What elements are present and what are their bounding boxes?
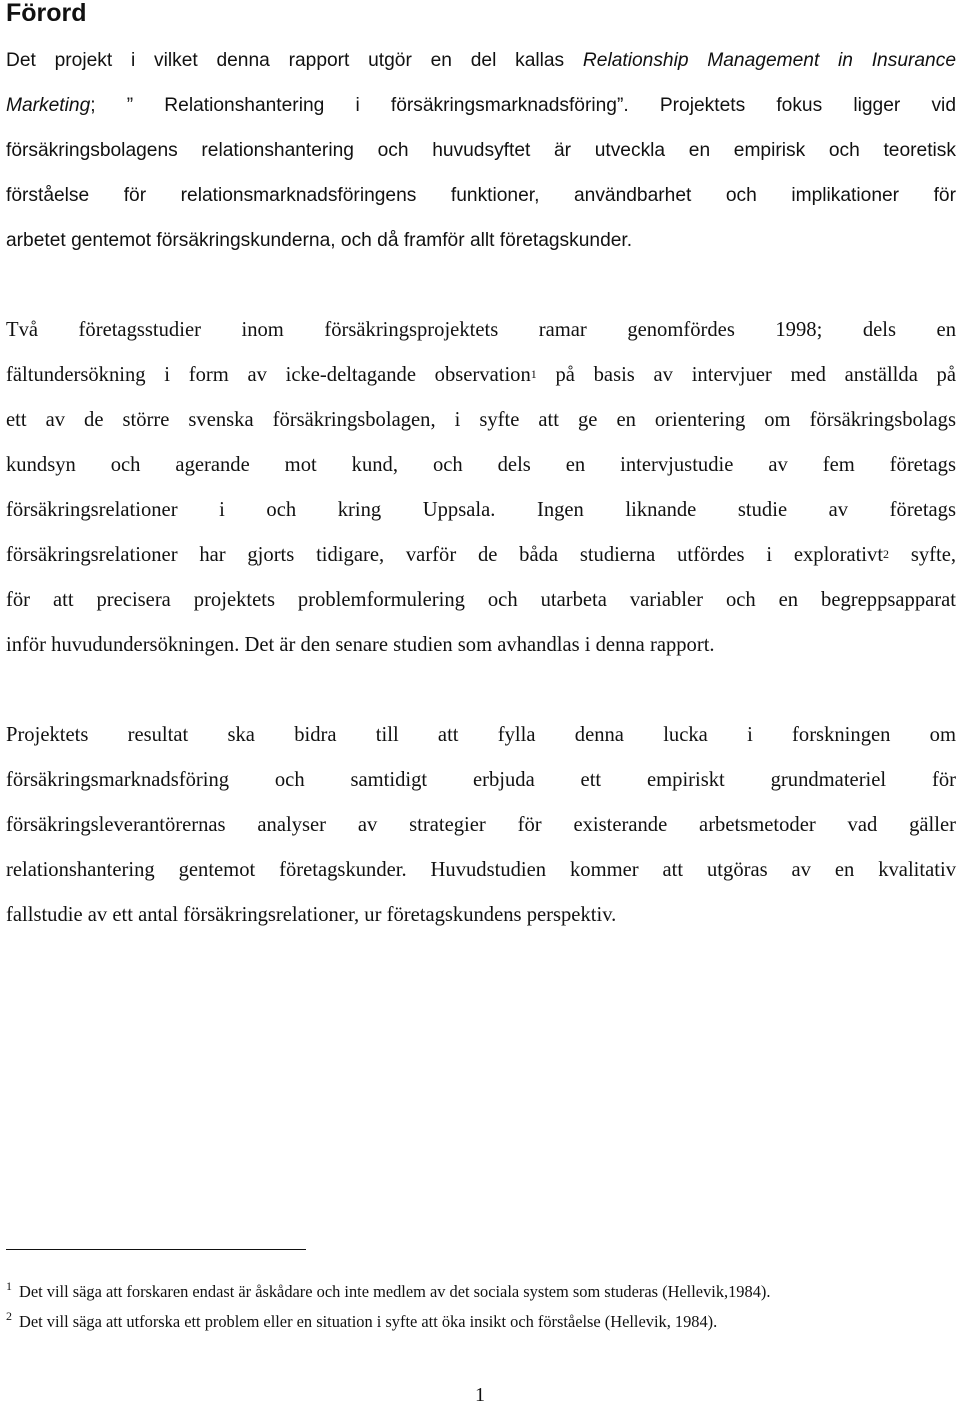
page-heading: Förord	[6, 0, 87, 27]
footnote-1	[6, 1281, 956, 1303]
footnote-mark: 1	[6, 1279, 12, 1293]
paragraph-results	[6, 713, 956, 938]
footnote-2	[6, 1311, 956, 1333]
paragraph-line: relationshantering gentemot företagskunder. Huvudstudien kommer att utgöras av en kvalitativ	[6, 859, 956, 881]
line-text: Det projekt i vilket denna rapport utgör en del kallas	[6, 50, 583, 71]
line-text: syfte,	[889, 544, 956, 566]
paragraph-line: kundsyn och agerande mot kund, och dels en intervjustudie av fem företags	[6, 454, 956, 476]
line-text: ; ” Relationshantering i försäkringsmarknadsföring”. Projektets fokus ligger vid	[90, 95, 956, 116]
paragraph-line: ett av de större svenska försäkringsbolagen, i syfte att ge en orientering om försäkringsbolags	[6, 409, 956, 431]
paragraph-line	[6, 353, 956, 398]
footnote-divider	[6, 1249, 306, 1250]
paragraph-line: inför huvudundersökningen. Det är den senare studien som avhandlas i denna rapport.	[6, 634, 715, 656]
paragraph-line: förståelse för relationsmarknadsföringens funktioner, användbarhet och implikationer för	[6, 185, 956, 206]
line-text: fältundersökning i form av icke-deltagande observation	[6, 364, 531, 386]
paragraph-line	[6, 533, 956, 578]
line-text: på basis av intervjuer med anställda på	[536, 364, 956, 386]
footnote-mark: 2	[6, 1309, 12, 1323]
project-title-italic: Relationship Management in Insurance	[582, 50, 956, 71]
paragraph-line: fallstudie av ett antal försäkringsrelationer, ur företagskundens perspektiv.	[6, 904, 617, 926]
paragraph-project-intro	[6, 38, 956, 263]
footnote-text: Det vill säga att forskaren endast är åskådare och inte medlem av det sociala system som studeras (Hellevik,1984).	[19, 1282, 771, 1301]
paragraph-line: för att precisera projektets problemformulering och utarbeta variabler och en begreppsapparat	[6, 589, 956, 611]
footnote-reference[interactable]: 2	[883, 547, 890, 561]
project-title-italic: Marketing	[6, 95, 91, 116]
paragraph-line: Två företagsstudier inom försäkringsprojektets ramar genomfördes 1998; dels en	[6, 319, 956, 341]
page-number: 1	[475, 1384, 485, 1406]
paragraph-studies	[6, 308, 956, 668]
paragraph-line	[6, 38, 956, 83]
footnotes	[6, 1281, 956, 1333]
footnote-reference[interactable]: 1	[530, 367, 537, 381]
paragraph-line: försäkringsmarknadsföring och samtidigt erbjuda ett empiriskt grundmateriel för	[6, 769, 956, 791]
paragraph-line: försäkringsrelationer i och kring Uppsala. Ingen liknande studie av företags	[6, 499, 956, 521]
paragraph-line: Projektets resultat ska bidra till att fylla denna lucka i forskningen om	[6, 724, 956, 746]
paragraph-line	[6, 83, 956, 128]
paragraph-line: försäkringsbolagens relationshantering och huvudsyftet är utveckla en empirisk och teoretisk	[6, 140, 956, 161]
paragraph-line: arbetet gentemot försäkringskunderna, och då framför allt företagskunder.	[6, 230, 633, 251]
footnote-text: Det vill säga att utforska ett problem eller en situation i syfte att öka insikt och förståelse (Hellevik, 1984).	[19, 1312, 718, 1331]
paragraph-line: försäkringsleverantörernas analyser av strategier för existerande arbetsmetoder vad gäller	[6, 814, 956, 836]
line-text: försäkringsrelationer har gjorts tidigare, varför de båda studierna utfördes i explorativt	[6, 544, 884, 566]
